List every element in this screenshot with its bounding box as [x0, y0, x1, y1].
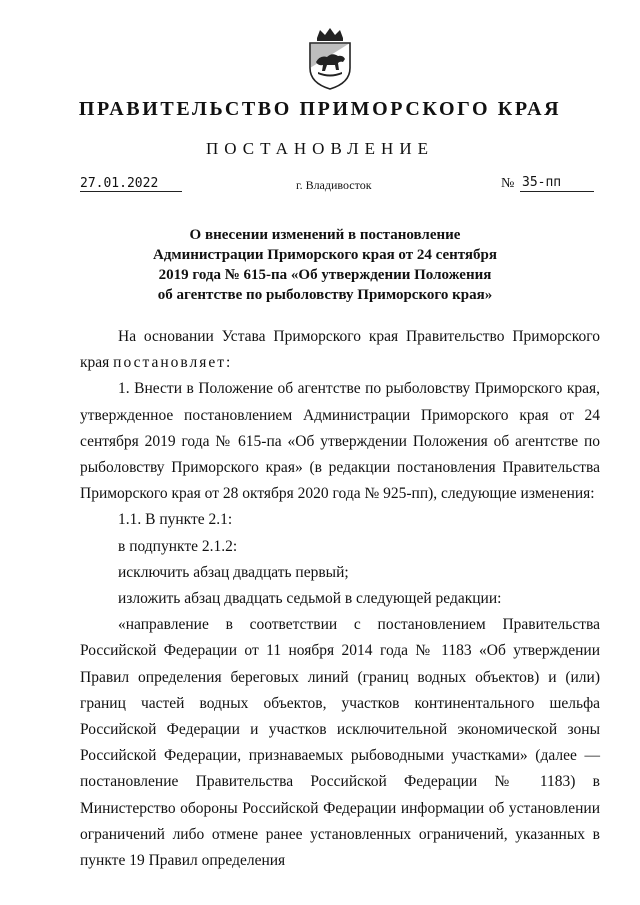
- subject-line: О внесении изменений в постановление: [189, 227, 461, 243]
- number-sign: №: [501, 176, 515, 191]
- subject-line: об агентстве по рыболовству Приморского края»: [157, 287, 493, 303]
- document-date: 27.01.2022: [80, 176, 159, 191]
- document-number: 35-пп: [522, 175, 562, 190]
- preamble-text: На основании Устава Приморского края Правительство Приморского края: [80, 328, 600, 372]
- paragraph-quote: «направление в соответствии с постановлением Правительства Российской Федерации от 11 ноября 2014 года № 1183 «Об утверждении Правил определения береговых линий (границ водных объектов) и (или) границ частей водных объектов, участков континентального шельфа Российской Федерации и участков исключительной экономической зоны Российской Федерации, признаваемых рыбоводными участками» (далее — постановление Правительства Российской Федерации № 1183) в Министерство обороны Российской Федерации информации об установлении ограничений либо отмене ранее установленных ограничений, указанных в пункте 19 Правил определения: [80, 616, 600, 870]
- document-subject: [120, 225, 530, 305]
- number-underline: [520, 191, 594, 192]
- coat-of-arms-icon: [305, 28, 355, 90]
- resolves-word: постановляет: [113, 354, 227, 372]
- subject-line: Администрации Приморского края от 24 сентября: [152, 247, 497, 263]
- preamble-colon: :: [226, 354, 231, 372]
- document-city: г. Владивосток: [296, 178, 372, 192]
- date-underline: [80, 191, 182, 192]
- subject-line: 2019 года № 615-па «Об утверждении Положения: [158, 267, 492, 283]
- preamble-paragraph: [80, 324, 600, 376]
- paragraph-exclude: исключить абзац двадцать первый;: [118, 563, 349, 581]
- document-type: ПОСТАНОВЛЕНИЕ: [205, 139, 434, 158]
- paragraph-item-1-1: 1.1. В пункте 2.1:: [118, 511, 233, 529]
- paragraph-restate: изложить абзац двадцать седьмой в следующей редакции:: [118, 590, 502, 608]
- document-body: [80, 324, 600, 874]
- paragraph-item-1: 1. Внести в Положение об агентстве по рыболовству Приморского края, утвержденное постановлением Администрации Приморского края от 24 сентября 2019 года № 615-па «Об утверждении Положения об агентстве по рыболовству Приморского края» (в редакции постановления Правительства Приморского края от 28 октября 2020 года № 925-пп), следующие изменения:: [80, 380, 600, 503]
- organization-title: ПРАВИТЕЛЬСТВО ПРИМОРСКОГО КРАЯ: [78, 98, 562, 120]
- paragraph-subitem: в подпункте 2.1.2:: [118, 537, 238, 555]
